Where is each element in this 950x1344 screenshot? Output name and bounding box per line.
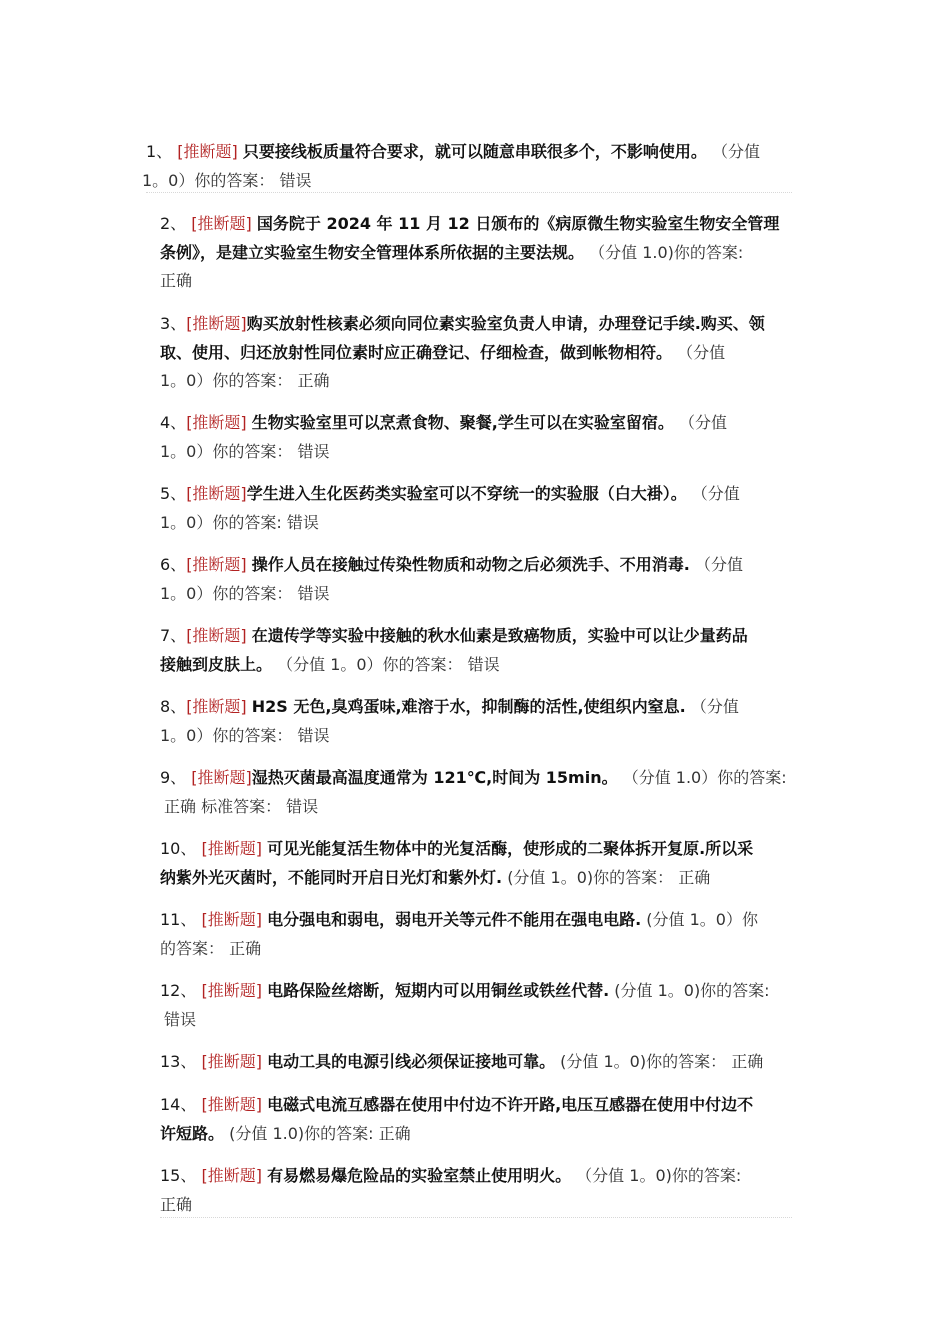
question-line [160,210,779,239]
question-answer: 正确 [160,271,193,290]
question-line [146,138,760,167]
question-item [160,210,779,296]
question-number: 10、 [160,839,197,858]
divider [160,1217,792,1218]
question-type-tag: [推断题] [186,626,247,645]
question-line [160,267,779,296]
question-number: 13、 [160,1052,197,1071]
question-answer: 1。0）你的答案： 错误 [160,725,330,745]
question-answer: 正确 [160,1194,193,1214]
question-line [160,310,765,339]
question-statement: H2S 无色,臭鸡蛋味,难溶于水，抑制酶的活性,使组织内窒息. [251,697,686,716]
question-item [160,977,770,1034]
question-score-answer: (分值 1。0)你的答案： 正确 [507,867,711,887]
question-item [160,764,787,821]
question-number: 12、 [160,981,197,1000]
question-score-answer: （分值 [690,697,739,716]
question-line [164,1006,770,1035]
question-item [160,480,740,537]
question-item [160,409,727,466]
question-answer: 1。0）你的答案： 错误 [160,583,330,603]
question-type-tag: [推断题] [177,142,238,161]
question-line [160,722,739,751]
question-answer: 正确 标准答案： 错误 [164,796,319,816]
question-type-tag: [推断题] [201,981,262,1000]
question-number: 4、 [160,413,187,432]
question-item [142,138,760,195]
question-type-tag: [推断题] [201,1166,262,1185]
question-number: 14、 [160,1095,197,1114]
question-line [160,622,748,651]
question-type-tag: [推断题] [201,910,262,929]
question-statement: 许短路。 [160,1123,225,1143]
question-number: 7、 [160,626,187,645]
question-statement: 电路保险丝熔断，短期内可以用铜丝或铁丝代替. [267,981,610,1000]
question-line [160,835,753,864]
question-score-answer: （分值 1.0）你的答案: [622,768,787,787]
question-line [164,793,787,822]
question-line [160,367,765,396]
question-score-answer: （分值 [677,342,726,362]
question-line [160,935,758,964]
question-score-answer: (分值 1.0)你的答案: 正确 [229,1123,411,1143]
question-number: 8、 [160,697,187,716]
question-line [160,551,743,580]
question-line [160,509,740,538]
question-statement: 操作人员在接触过传染性物质和动物之后必须洗手、不用消毒. [251,555,690,574]
question-number: 5、 [160,484,187,503]
question-item [160,693,739,750]
question-line [142,167,760,196]
question-line [160,1048,763,1077]
question-line [160,764,787,793]
question-line [160,239,779,268]
question-number: 6、 [160,555,187,574]
question-line [160,906,758,935]
question-type-tag: [推断题] [201,1052,262,1071]
question-answer: 的答案： 正确 [160,938,262,958]
question-answer: 1。0）你的答案： 错误 [160,441,330,461]
question-type-tag: [推断题] [186,413,247,432]
question-line [160,438,727,467]
question-score-answer: (分值 1。0)你的答案: [614,981,770,1000]
question-statement: 接触到皮肤上。 [160,654,273,674]
question-statement: 电磁式电流互感器在使用中付边不许开路,电压互感器在使用中付边不 [267,1095,754,1114]
question-statement: 有易燃易爆危险品的实验室禁止使用明火。 [267,1166,572,1185]
question-statement: 生物实验室里可以烹煮食物、聚餐,学生可以在实验室留宿。 [251,413,674,432]
question-score-answer: （分值 [694,555,743,574]
question-type-tag: [推断题] [186,697,247,716]
question-line [160,864,753,893]
question-statement: 国务院于 2024 年 11 月 12 日颁布的《病原微生物实验室生物安全管理 [256,214,780,233]
question-score-answer: （分值 1.0)你的答案: [589,242,744,262]
question-statement: 只要接线板质量符合要求，就可以随意串联很多个，不影响使用。 [242,142,707,161]
question-statement: 可见光能复活生物体中的光复活酶，使形成的二聚体拆开复原.所以采 [267,839,754,858]
question-item [160,551,743,608]
question-statement: 湿热灭菌最高温度通常为 121℃,时间为 15min。 [251,768,618,787]
question-item [160,1091,753,1148]
question-statement: 电动工具的电源引线必须保证接地可靠。 [267,1052,556,1071]
question-number: 15、 [160,1166,197,1185]
question-score-answer: （分值 [678,413,727,432]
question-number: 11、 [160,910,197,929]
question-statement: 电分强电和弱电，弱电开关等元件不能用在强电电路. [267,910,642,929]
question-score-answer: 1。0）你的答案： 错误 [142,170,312,190]
question-statement: 在遗传学等实验中接触的秋水仙素是致癌物质，实验中可以让少量药品 [251,626,748,645]
question-number: 3、 [160,314,187,333]
question-answer: 错误 [164,1009,197,1029]
question-item [160,622,748,679]
question-answer: 1。0）你的答案： 正确 [160,371,330,390]
question-score-answer: （分值 1。0）你的答案： 错误 [277,654,500,674]
question-score-answer: （分值 1。0)你的答案: [576,1166,742,1185]
question-line [160,580,743,609]
question-type-tag: [推断题] [201,1095,262,1114]
question-score-answer: (分值 1。0）你 [646,910,758,929]
question-number: 2、 [160,214,187,233]
question-line [160,409,727,438]
question-line [160,480,740,509]
question-statement: 纳紫外光灭菌时，不能同时开启日光灯和紫外灯. [160,867,503,887]
question-item [160,1048,763,1077]
question-type-tag: [推断题] [201,839,262,858]
question-type-tag: [推断题] [191,214,252,233]
question-type-tag: [推断题] [186,555,247,574]
question-line [160,1091,753,1120]
question-type-tag: [推断题] [191,768,252,787]
question-type-tag: [推断题] [186,484,247,503]
question-line [160,693,739,722]
question-score-answer: （分值 [711,142,760,161]
question-line [160,339,765,368]
question-number: 9、 [160,768,187,787]
question-line [160,1191,741,1220]
question-type-tag: [推断题] [186,314,247,333]
question-line [160,651,748,680]
question-score-answer: （分值 [691,484,740,503]
question-statement: 取、使用、归还放射性同位素时应正确登记、仔细检查，做到帐物相符。 [160,342,673,362]
question-item [160,906,758,963]
question-number: 1、 [146,142,173,161]
question-line [160,1162,741,1191]
question-item [160,310,765,396]
question-statement: 购买放射性核素必须向同位素实验室负责人申请，办理登记手续.购买、领 [246,314,765,333]
question-statement: 条例》，是建立实验室生物安全管理体系所依据的主要法规。 [160,242,585,262]
divider [146,192,792,193]
question-statement: 学生进入生化医药类实验室可以不穿统一的实验服（白大褂）。 [246,484,687,503]
question-score-answer: (分值 1。0)你的答案： 正确 [560,1052,764,1071]
question-line [160,977,770,1006]
question-item [160,835,753,892]
question-item [160,1162,741,1219]
question-line [160,1120,753,1149]
question-answer: 1。0）你的答案: 错误 [160,512,319,532]
